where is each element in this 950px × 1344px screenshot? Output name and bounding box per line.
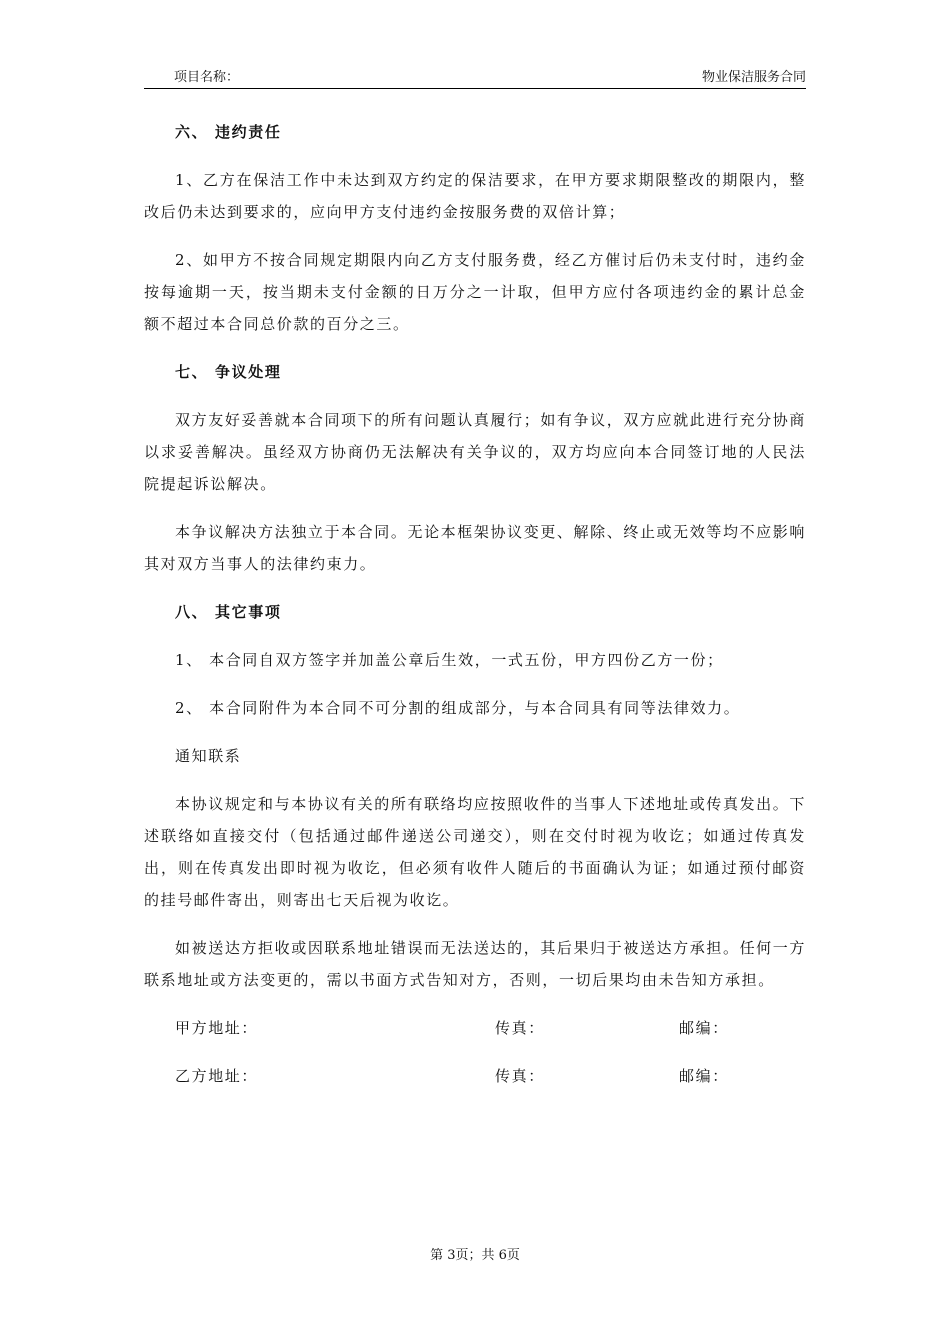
- party-a-address-row: [144, 1012, 806, 1044]
- page-footer: 第 3页；共 6页: [430, 1248, 520, 1263]
- party-b-address-label: 乙方地址：: [175, 1067, 259, 1085]
- page-header: [144, 66, 806, 89]
- paragraph-notice-1: 本协议规定和与本协议有关的所有联络均应按照收件的当事人下述地址或传真发出。下述联络如直接交付（包括通过邮件递送公司递交），则在交付时视为收讫；如通过传真发出，则在传真发出即时视为收讫，但必须有收件人随后的书面确认为证；如通过预付邮资的挂号邮件寄出，则寄出七天后视为收讫。: [144, 795, 806, 909]
- paragraph-breach-1: 1、乙方在保洁工作中未达到双方约定的保洁要求，在甲方要求期限整改的期限内，整改后仍未达到要求的，应向甲方支付违约金按服务费的双倍计算；: [144, 171, 806, 221]
- notice-heading: 通知联系: [175, 747, 242, 765]
- party-a-zip-label: 邮编：: [679, 1019, 729, 1037]
- document-title: 物业保洁服务合同: [701, 70, 806, 85]
- party-b-fax-label: 传真：: [495, 1067, 545, 1085]
- section-heading-breach: 六、 违约责任: [175, 123, 282, 141]
- paragraph-dispute-1: 双方友好妥善就本合同项下的所有问题认真履行；如有争议，双方应就此进行充分协商以求妥善解决。虽经双方协商仍无法解决有关争议的，双方均应向本合同签订地的人民法院提起诉讼解决。: [144, 411, 806, 493]
- project-name-label: 项目名称：: [174, 70, 240, 85]
- section-heading-dispute: 七、 争议处理: [175, 363, 282, 381]
- party-b-zip-label: 邮编：: [679, 1067, 729, 1085]
- paragraph-other-2: 2、 本合同附件为本合同不可分割的组成部分，与本合同具有同等法律效力。: [175, 699, 741, 717]
- section-heading-other: 八、 其它事项: [175, 603, 282, 621]
- paragraph-breach-2: 2、如甲方不按合同规定期限内向乙方支付服务费，经乙方催讨后仍未支付时，违约金按每逾期一天，按当期未支付金额的日万分之一计取，但甲方应付各项违约金的累计总金额不超过本合同总价款的百分之三。: [144, 251, 806, 333]
- party-b-address-row: [144, 1060, 806, 1092]
- party-a-fax-label: 传真：: [495, 1019, 545, 1037]
- document-body: [144, 116, 806, 1092]
- paragraph-dispute-2: 本争议解决方法独立于本合同。无论本框架协议变更、解除、终止或无效等均不应影响其对双方当事人的法律约束力。: [144, 523, 806, 573]
- paragraph-other-1: 1、 本合同自双方签字并加盖公章后生效，一式五份，甲方四份乙方一份；: [175, 651, 724, 669]
- paragraph-notice-2: 如被送达方拒收或因联系地址错误而无法送达的，其后果归于被送达方承担。任何一方联系地址或方法变更的，需以书面方式告知对方，否则，一切后果均由未告知方承担。: [144, 939, 806, 989]
- party-a-address-label: 甲方地址：: [175, 1019, 259, 1037]
